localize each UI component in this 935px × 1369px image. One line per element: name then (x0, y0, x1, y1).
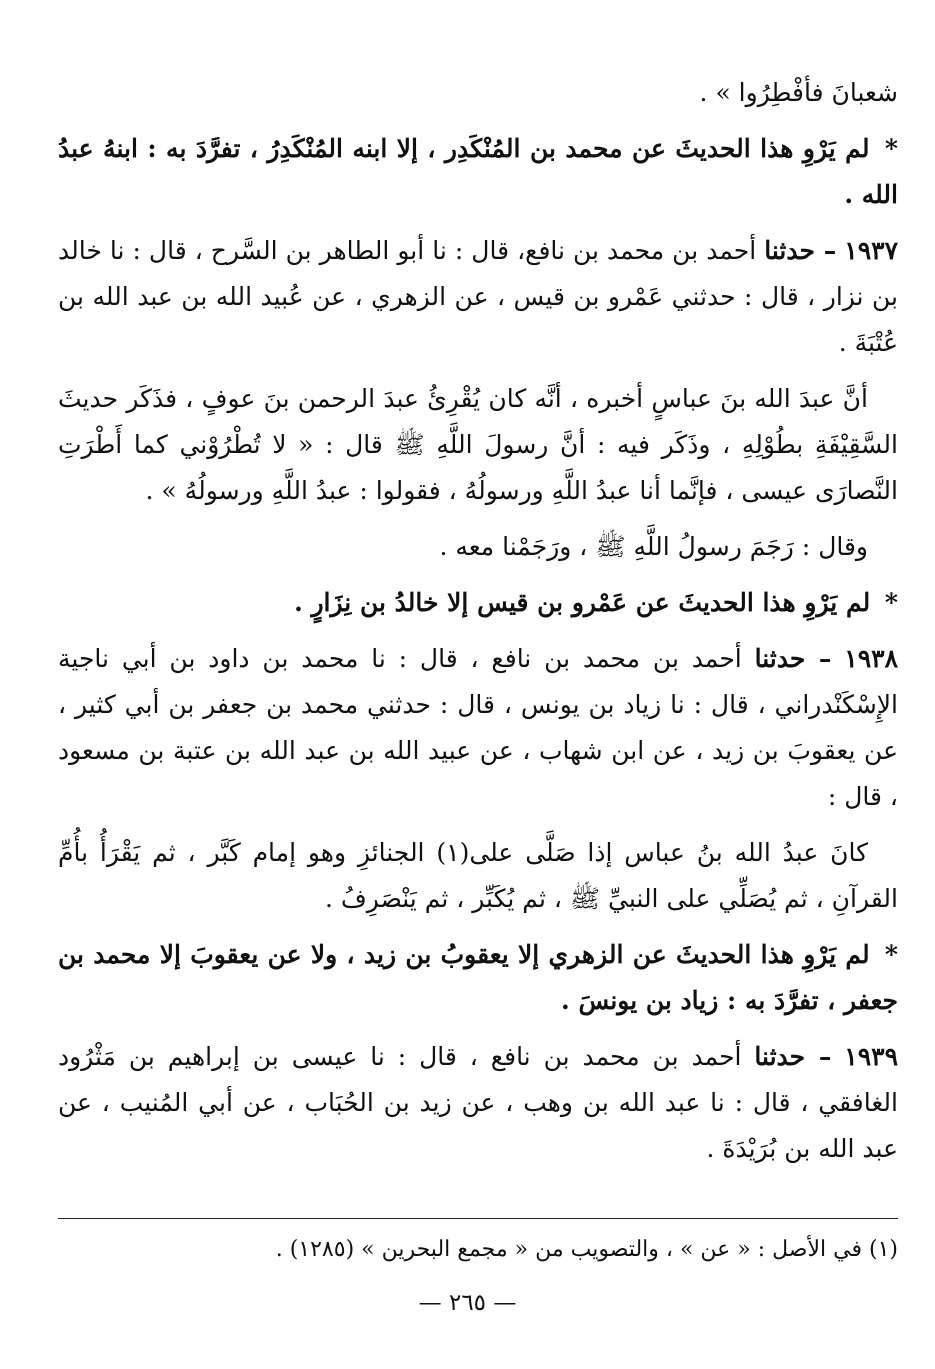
commentary-note (58, 580, 898, 626)
hadith-lead: – حدثنا (754, 644, 832, 673)
asterisk-marker: * (884, 940, 898, 969)
hadith-entry-1939 (58, 1034, 898, 1172)
hadith-number: ١٩٣٨ (844, 644, 898, 673)
hadith-entry-1937 (58, 228, 898, 366)
paragraph-text: وقال : رَجَمَ رسولُ اللَّهِ ﷺ ، ورَجَمْنا معه . (439, 532, 868, 561)
paragraph-text: شعبانَ فأفْطِرُوا » . (699, 78, 898, 107)
hadith-number: ١٩٣٧ (844, 236, 899, 265)
commentary-text: لم يَرْوِ هذا الحديثَ عن عَمْرو بن قيس إلا خالدُ بن نِزَارٍ . (294, 588, 871, 617)
footnote: (١) في الأصل : « عن » ، والتصويب من « مجمع البحرين » (١٢٨٥) . (275, 1237, 898, 1262)
hadith-lead: – حدثنا (764, 236, 837, 265)
hadith-lead: – حدثنا (754, 1042, 832, 1071)
hadith-body (58, 524, 898, 570)
hadith-chain-text: أحمد بن محمد بن نافع ، قال : نا عيسى بن إبراهيم بن مَثْرُود الغافقي ، قال : نا عبد الله بن وهب ، عن زيد بن الحُبَاب ، عن أبي المُنيب ، عن عبد الله بن بُرَيْدَةَ . (58, 1042, 898, 1163)
paragraph-text: أنَّ عبدَ الله بنَ عباسٍ أخبره ، أنَّه كان يُقْرِئُ عبدَ الرحمن بنَ عوفٍ ، فذَكَر حديثَ السَّقِيْفَةِ بطُوْلِهِ ، وذَكَر فيه : أنَّ رسولَ اللَّهِ ﷺ قال : « لا تُطْرُوْني كما أَطْرَتِ النَّصارَى عيسى ، فإنَّما أنا عبدُ اللَّهِ ورسولُهُ ، فقولوا : عبدُ اللَّهِ ورسولُهُ » . (58, 384, 898, 505)
asterisk-marker: * (884, 134, 898, 163)
hadith-chain-text: أحمد بن محمد بن نافع ، قال : نا محمد بن داود بن أبي ناجية الإِسْكَنْدراني ، قال : نا زياد بن يونس ، قال : حدثني محمد بن جعفر بن أبي كثير ، عن يعقوبَ بن زيد ، عن ابن شهاب ، عن عبيد الله بن عبد الله بن عتبة بن مسعود ، قال : (58, 644, 898, 811)
hadith-chain-text: أحمد بن محمد بن نافع، قال : نا أبو الطاهر بن السَّرح ، قال : نا خالد بن نزار ، قال : حدثني عَمْرو بن قيس ، عن الزهري ، عن عُبيد الله بن عبد الله بن عُتْبَةَ . (58, 236, 898, 357)
page-body (58, 70, 898, 1182)
text-line-continuation (58, 70, 898, 116)
hadith-body (58, 830, 898, 922)
page-number: — ٢٦٥ — (418, 1290, 517, 1316)
footnote-divider (58, 1218, 898, 1219)
commentary-text: لم يَرْوِ هذا الحديثَ عن الزهري إلا يعقوبُ بن زيد ، ولا عن يعقوبَ إلا محمد بن جعفر ، تفرَّدَ به : زياد بن يونسَ . (58, 940, 898, 1015)
hadith-number: ١٩٣٩ (844, 1042, 898, 1071)
asterisk-marker: * (884, 588, 898, 617)
commentary-note (58, 932, 898, 1024)
hadith-entry-1938 (58, 636, 898, 820)
commentary-text: لم يَرْوِ هذا الحديثَ عن محمد بن المُنْكَدِر ، إلا ابنه المُنْكَدِرُ ، تفرَّدَ به : ابنهُ عبدُ الله . (58, 134, 898, 209)
paragraph-text: كانَ عبدُ الله بنُ عباس إذا صَلَّى على(١) الجنائزِ وهو إمام كَبَّر ، ثم يَقْرَأُ بأُمِّ القرآنِ ، ثم يُصَلِّي على النبيِّ ﷺ ، ثم يُكَبِّر ، ثم يَنْصَرِفُ . (58, 838, 898, 913)
hadith-body (58, 376, 898, 514)
commentary-note (58, 126, 898, 218)
